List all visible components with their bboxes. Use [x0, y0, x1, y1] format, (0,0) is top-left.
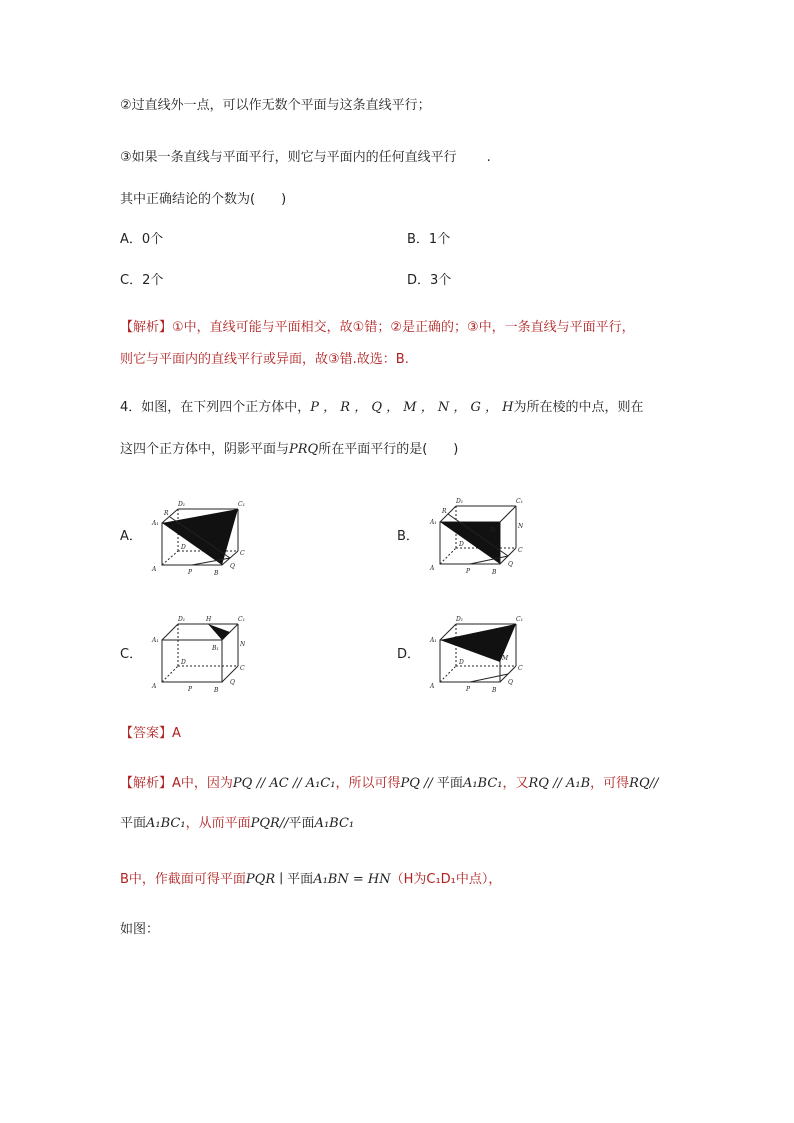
figure-label-d: D．	[397, 647, 421, 662]
cube-a-label: D	[181, 544, 186, 551]
q3-option-c: C．2个	[120, 273, 164, 288]
cube-a-label: D₁	[178, 501, 186, 508]
cube-c-label: H	[206, 616, 212, 623]
q4-a-math: PQ //	[400, 776, 437, 791]
cube-d-label: A	[430, 683, 435, 690]
q3-analysis-line-2: 则它与平面内的直线平行或异面，故③错.故选：B.	[120, 352, 409, 367]
q4-a-text: A中，因为	[172, 776, 233, 791]
cube-a-label: C	[240, 550, 245, 557]
cube-c-label: D	[181, 659, 186, 666]
q4-a-math: A₁BC₁	[146, 816, 186, 831]
cube-d-label: C	[518, 665, 523, 672]
cube-b-label: C	[518, 547, 523, 554]
cube-d-label: D	[459, 659, 464, 666]
cube-b-label: P	[466, 568, 471, 575]
q4-stem-line2-post: 所在平面平行的是( )	[318, 442, 459, 457]
cube-b-label: N	[518, 523, 523, 530]
cube-c-label: C₁	[238, 616, 245, 623]
cube-b-label: B₁	[490, 527, 497, 534]
q4-b-text: （H为C₁D₁中点），	[390, 872, 502, 887]
q4-a-text: ，所以可得	[335, 776, 401, 791]
q4-stem-pre: 4．如图，在下列四个正方体中，	[120, 400, 311, 415]
cube-b-label: D₁	[456, 498, 464, 505]
cube-a-label: R	[164, 510, 169, 517]
cube-c-label: A₁	[152, 637, 159, 644]
cube-c-label: Q	[230, 679, 235, 686]
q4-a-math: PQR//	[250, 816, 289, 831]
cube-b-label: A₁	[430, 519, 437, 526]
cube-d-label: C₁	[516, 616, 523, 623]
q3-analysis-line-1	[120, 318, 635, 338]
statement-3	[120, 148, 491, 168]
figure-label-c: C．	[120, 647, 143, 662]
q4-analysis-line-1	[120, 774, 658, 794]
statement-3-dot: .	[486, 150, 491, 165]
statement-2: ②过直线外一点，可以作无数个平面与这条直线平行；	[120, 98, 431, 113]
cube-a-label: A₁	[152, 520, 159, 527]
cube-d-label: D₁	[456, 616, 464, 623]
q4-b-math: A₁BN = HN	[313, 872, 391, 887]
q3-option-d: D．3个	[407, 273, 452, 288]
cube-a-label: B	[214, 570, 219, 577]
cube-d-label: B	[492, 687, 497, 694]
cube-figure-d	[428, 610, 523, 695]
cube-figure-a	[150, 495, 245, 580]
q4-analysis-line-3	[120, 870, 501, 890]
q4-stem-line2-math: PRQ	[289, 442, 319, 457]
q4-stem-line2-pre: 这四个正方体中，阴影平面与	[120, 442, 290, 457]
cube-a-label: P	[188, 569, 193, 576]
q4-a-text: ，又	[502, 776, 529, 791]
cube-b-label: D	[459, 541, 464, 548]
cube-d-label: A₁	[430, 637, 437, 644]
q4-a-text: ，从而平面	[185, 816, 251, 831]
q4-a-math: RQ//	[629, 776, 659, 791]
cube-d-label: Q	[508, 679, 513, 686]
q4-b-math: PQR ∣	[245, 872, 288, 887]
q3-analysis-text-1: ①中，直线可能与平面相交，故①错；②是正确的；③中，一条直线与平面平行，	[172, 320, 635, 335]
statement-3-text: ③如果一条直线与平面平行，则它与平面内的任何直线平行	[120, 150, 457, 165]
cube-b-label: Q	[508, 561, 513, 568]
q4-a-text: 平面	[288, 816, 315, 831]
cube-b-label: C₁	[516, 498, 523, 505]
q4-a-math: PQ // AC // A₁C₁	[232, 776, 336, 791]
q4-a-math: A₁BC₁	[314, 816, 355, 831]
cube-b-label: A	[430, 565, 435, 572]
cube-c-label: B	[214, 687, 219, 694]
cube-a-label: A	[152, 566, 157, 573]
cube-c-label: A	[152, 683, 157, 690]
figure-caption: 如图：	[120, 922, 160, 937]
q4-answer	[120, 724, 181, 744]
cube-c-label: N	[240, 641, 245, 648]
q4-a-math: RQ // A₁B	[528, 776, 591, 791]
cube-d-label: P	[466, 686, 471, 693]
q3-option-a: A．0个	[120, 232, 164, 247]
cube-a-label: Q	[230, 563, 235, 570]
cube-figure-c	[150, 610, 245, 695]
cube-figure-b	[428, 492, 523, 577]
cube-b-label: R	[442, 508, 447, 515]
q4-a-text: ，可得	[590, 776, 630, 791]
figure-label-a: A．	[120, 529, 142, 544]
q4-answer-value: A	[172, 726, 181, 741]
cube-c-label: C	[240, 665, 245, 672]
q4-stem-points: P ， R ， Q ， M ， N ， G ， H	[310, 400, 514, 415]
q4-stem-line-2	[120, 440, 458, 460]
figure-label-b: B．	[397, 529, 419, 544]
cube-a-label: C₁	[238, 501, 245, 508]
q4-b-text: 平面	[287, 872, 314, 887]
q4-analysis-tag: 【解析】	[120, 776, 173, 791]
q4-b-text: B中，作截面可得平面	[120, 872, 246, 887]
q4-answer-tag: 【答案】	[120, 726, 173, 741]
q3-analysis-tag: 【解析】	[120, 320, 173, 335]
q4-stem-line-1	[120, 398, 644, 418]
cube-c-label: P	[188, 686, 193, 693]
q4-stem-post: 为所在棱的中点，则在	[513, 400, 644, 415]
cube-b-label: B	[492, 569, 497, 576]
q4-analysis-line-2	[120, 814, 354, 834]
question-3-prompt: 其中正确结论的个数为( )	[120, 192, 287, 207]
q4-a-text: 平面	[436, 776, 463, 791]
q4-a-math: A₁BC₁	[462, 776, 503, 791]
cube-c-label: B₁	[212, 645, 219, 652]
cube-d-label: M	[502, 655, 509, 662]
q4-a-text: 平面	[120, 816, 147, 831]
cube-c-label: D₁	[178, 616, 186, 623]
q3-option-b: B．1个	[407, 232, 451, 247]
